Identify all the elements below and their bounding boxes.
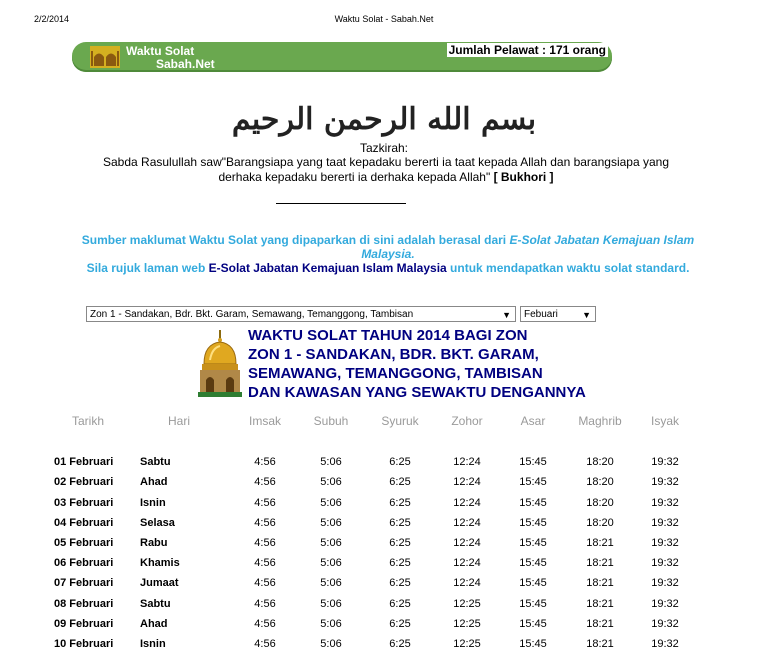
table-cell: 12:24 [453,577,481,590]
print-header [34,14,734,28]
col-header: Imsak [248,414,281,428]
table-cell: Isnin [140,637,166,650]
col-header: Isyak [650,414,679,428]
table-cell: 4:56 [254,456,276,469]
table-cell: 15:45 [519,456,547,469]
table-cell: Selasa [140,516,175,529]
month-select-value: Febuari [524,309,558,320]
table-cell: 09 Februari [54,617,114,630]
table-cell: 15:45 [519,617,547,630]
table-cell: 6:25 [389,516,411,529]
table-cell: 15:45 [519,577,547,590]
col-header: Subuh [313,414,349,428]
table-row [54,634,694,654]
chevron-down-icon: ▼ [502,310,511,320]
hadith-quote: Sabda Rasulullah saw"Barangsiapa yang taat kepadaku bererti ia taat kepada Allah dan barangsiapa yang derhaka kepadaku bererti ia derhaka kepada Allah" [103,155,669,184]
table-cell: 5:06 [320,516,342,529]
month-select[interactable] [520,306,596,322]
table-cell: 12:24 [453,456,481,469]
table-cell: 19:32 [651,557,679,570]
hadith-source: [ Bukhori ] [493,170,554,184]
table-cell: Ahad [140,617,168,630]
table-cell: 18:20 [586,476,614,489]
table-cell: 15:45 [519,637,547,650]
table-cell: Jumaat [140,577,179,590]
table-cell: 15:45 [519,537,547,550]
table-cell: 19:32 [651,516,679,529]
table-cell: 4:56 [254,537,276,550]
logo-line1: Waktu Solat [126,44,195,58]
table-cell: 19:32 [651,476,679,489]
table-cell: 12:24 [453,557,481,570]
bismillah-calligraphy: بسم الله الرحمن الرحيم [231,102,537,137]
heading-line2: ZON 1 - SANDAKAN, BDR. BKT. GARAM, [248,346,539,363]
table-cell: 08 Februari [54,597,114,610]
table-cell: 18:20 [586,456,614,469]
table-cell: 6:25 [389,537,411,550]
table-cell: 5:06 [320,456,342,469]
divider [276,203,406,204]
table-cell: 18:21 [586,557,614,570]
table-cell: 4:56 [254,597,276,610]
table-cell: Khamis [140,557,180,570]
logo-line2: Sabah.Net [156,57,215,71]
tazkirah-label: Tazkirah: [359,141,409,155]
table-cell: 04 Februari [54,516,114,529]
table-row [54,472,694,492]
table-cell: 02 Februari [54,476,114,489]
table-cell: 18:20 [586,496,614,509]
table-row [54,614,694,634]
table-cell: 6:25 [389,496,411,509]
hadith-text [96,155,676,185]
table-cell: 4:56 [254,557,276,570]
table-cell: 19:32 [651,537,679,550]
table-cell: 4:56 [254,496,276,509]
source-line2-prefix: Sila rujuk laman web [86,261,209,275]
table-cell: 15:45 [519,597,547,610]
table-cell: Sabtu [140,456,171,469]
table-cell: 01 Februari [54,456,114,469]
table-cell: 15:45 [519,496,547,509]
table-row [54,533,694,553]
table-cell: 6:25 [389,476,411,489]
table-row [54,553,694,573]
table-row [54,513,694,533]
table-cell: Rabu [140,537,168,550]
print-date: 2/2/2014 [34,14,70,24]
mosque-dome-icon [196,330,244,398]
table-header-row [54,410,694,432]
table-cell: 12:25 [453,597,481,610]
source-prefix: Sumber maklumat Waktu Solat yang dipaparkan di sini adalah berasal dari [81,233,510,247]
table-cell: 12:24 [453,516,481,529]
table-cell: 5:06 [320,617,342,630]
table-cell: 5:06 [320,577,342,590]
source-org: E-Solat Jabatan Kemajuan Islam Malaysia. [361,233,695,261]
table-cell: 18:21 [586,577,614,590]
col-header: Asar [520,414,546,428]
table-cell: 4:56 [254,617,276,630]
heading-line4: DAN KAWASAN YANG SEWAKTU DENGANNYA [248,384,586,401]
table-cell: 6:25 [389,617,411,630]
esolat-link[interactable]: E-Solat Jabatan Kemajuan Islam Malaysia [208,261,447,275]
col-header: Hari [168,414,191,428]
zone-select-value: Zon 1 - Sandakan, Bdr. Bkt. Garam, Semawang, Temanggong, Tambisan [90,309,414,320]
table-cell: 12:24 [453,537,481,550]
table-cell: Ahad [140,476,168,489]
prayer-times-table [54,410,694,654]
page-title [248,326,668,402]
table-cell: 12:25 [453,637,481,650]
table-cell: 15:45 [519,516,547,529]
table-cell: 15:45 [519,557,547,570]
table-cell: 18:21 [586,637,614,650]
table-cell: 6:25 [389,637,411,650]
table-cell: 19:32 [651,637,679,650]
table-cell: 19:32 [651,597,679,610]
table-cell: 19:32 [651,617,679,630]
table-cell: 4:56 [254,637,276,650]
table-cell: 12:24 [453,476,481,489]
source-line2-suffix: untuk mendapatkan waktu solat standard. [446,261,690,275]
table-cell: 5:06 [320,597,342,610]
table-cell: 4:56 [254,516,276,529]
table-cell: 5:06 [320,476,342,489]
table-cell: 18:20 [586,516,614,529]
table-row [54,493,694,513]
table-cell: 4:56 [254,476,276,489]
table-cell: 06 Februari [54,557,114,570]
table-cell: 5:06 [320,557,342,570]
table-cell: 6:25 [389,456,411,469]
table-cell: 5:06 [320,637,342,650]
table-cell: 12:25 [453,617,481,630]
table-cell: 10 Februari [54,637,114,650]
table-cell: 5:06 [320,537,342,550]
heading-line1: WAKTU SOLAT TAHUN 2014 BAGI ZON [248,327,528,344]
mosque-icon [90,46,120,68]
table-cell: 19:32 [651,577,679,590]
heading-line3: SEMAWANG, TEMANGGONG, TAMBISAN [248,365,543,382]
print-title: Waktu Solat - Sabah.Net [334,14,434,24]
col-header: Zohor [451,414,483,428]
table-cell: 19:32 [651,496,679,509]
col-header: Maghrib [578,414,622,428]
table-cell: 4:56 [254,577,276,590]
table-cell: Isnin [140,496,166,509]
col-header: Syuruk [381,414,419,428]
table-cell: 12:24 [453,496,481,509]
table-cell: 07 Februari [54,577,114,590]
table-cell: 18:21 [586,537,614,550]
table-cell: 6:25 [389,597,411,610]
table-cell: 5:06 [320,496,342,509]
table-cell: 15:45 [519,476,547,489]
table-row [54,452,694,472]
table-row [54,594,694,614]
table-cell: 6:25 [389,557,411,570]
col-header: Tarikh [72,414,105,428]
zone-select[interactable] [86,306,516,322]
visitor-count: Jumlah Pelawat : 171 orang [448,43,606,57]
table-cell: Sabtu [140,597,171,610]
table-cell: 6:25 [389,577,411,590]
table-cell: 05 Februari [54,537,114,550]
chevron-down-icon: ▼ [582,310,591,320]
table-cell: 19:32 [651,456,679,469]
table-cell: 18:21 [586,597,614,610]
site-banner [72,42,612,72]
table-cell: 18:21 [586,617,614,630]
source-info [58,233,718,275]
table-cell: 03 Februari [54,496,114,509]
table-row [54,573,694,593]
